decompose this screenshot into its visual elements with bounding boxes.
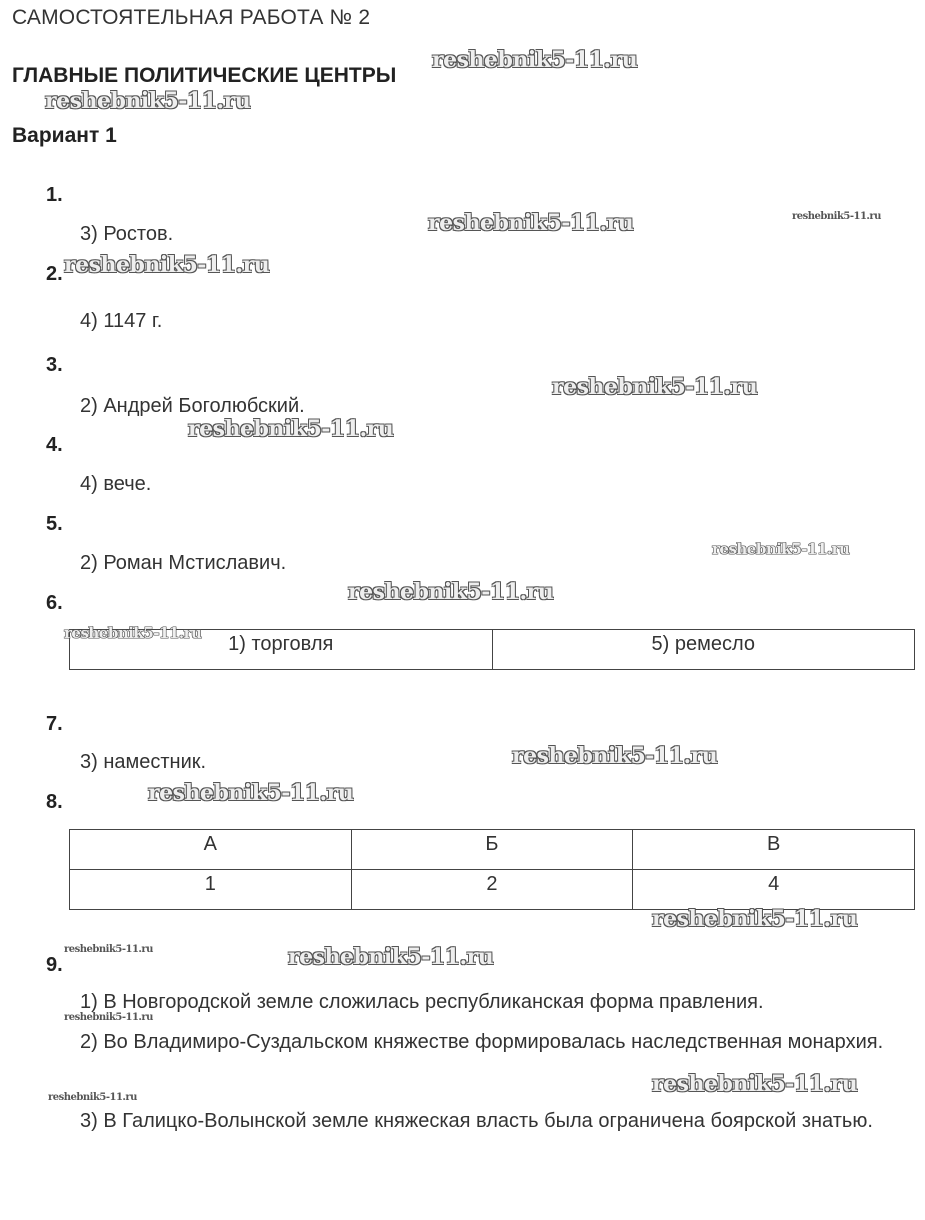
watermark: reshebnik5-11.ru [348, 579, 554, 605]
question-number-6: 6. [46, 592, 63, 614]
watermark: reshebnik5-11.ru [712, 540, 850, 558]
question-number-1: 1. [46, 184, 63, 206]
table-header-cell: Б [351, 830, 633, 870]
table-cell: 1) торговля [70, 630, 493, 670]
watermark: reshebnik5-11.ru [552, 374, 758, 400]
question-number-4: 4. [46, 434, 63, 456]
table-cell: 1 [70, 870, 352, 910]
table-row [70, 830, 915, 870]
watermark: reshebnik5-11.ru [792, 211, 881, 222]
watermark: reshebnik5-11.ru [428, 210, 634, 236]
watermark: reshebnik5-11.ru [432, 47, 638, 73]
answer-4: 4) вече. [80, 473, 152, 495]
question-number-8: 8. [46, 791, 63, 813]
answer-2: 4) 1147 г. [80, 310, 163, 332]
answer-table-8 [69, 829, 915, 910]
watermark: reshebnik5-11.ru [652, 906, 858, 932]
watermark: reshebnik5-11.ru [652, 1071, 858, 1097]
answer-3: 2) Андрей Боголюбский. [80, 395, 305, 417]
table-cell: 4 [633, 870, 915, 910]
answer-7: 3) наместник. [80, 751, 207, 773]
watermark: reshebnik5-11.ru [64, 1012, 153, 1023]
watermark: reshebnik5-11.ru [64, 944, 153, 955]
work-title: САМОСТОЯТЕЛЬНАЯ РАБОТА № 2 [12, 6, 371, 29]
watermark: reshebnik5-11.ru [148, 780, 354, 806]
answer-1: 3) Ростов. [80, 223, 174, 245]
answer-9-item-2: 2) Во Владимиро-Суздальском княжестве формировалась наследственная монархия. [80, 1031, 884, 1053]
watermark: reshebnik5-11.ru [64, 624, 202, 642]
question-number-7: 7. [46, 713, 63, 735]
watermark: reshebnik5-11.ru [64, 252, 270, 278]
question-number-9: 9. [46, 954, 63, 976]
answer-5: 2) Роман Мстиславич. [80, 552, 287, 574]
question-number-2: 2. [46, 263, 63, 285]
watermark: reshebnik5-11.ru [288, 944, 494, 970]
table-row [70, 870, 915, 910]
section-title: ГЛАВНЫЕ ПОЛИТИЧЕСКИЕ ЦЕНТРЫ [12, 64, 397, 87]
watermark: reshebnik5-11.ru [512, 743, 718, 769]
watermark: reshebnik5-11.ru [45, 88, 251, 114]
question-number-3: 3. [46, 354, 63, 376]
watermark: reshebnik5-11.ru [48, 1092, 137, 1103]
table-header-cell: А [70, 830, 352, 870]
answer-9-item-1: 1) В Новгородской земле сложилась республиканская форма правления. [80, 991, 764, 1013]
table-cell: 5) ремесло [492, 630, 915, 670]
variant-heading: Вариант 1 [12, 124, 117, 147]
watermark: reshebnik5-11.ru [188, 416, 394, 442]
table-cell: 2 [351, 870, 633, 910]
answer-9-item-3: 3) В Галицко-Волынской земле княжеская власть была ограничена боярской знатью. [80, 1110, 873, 1132]
question-number-5: 5. [46, 513, 63, 535]
table-header-cell: В [633, 830, 915, 870]
